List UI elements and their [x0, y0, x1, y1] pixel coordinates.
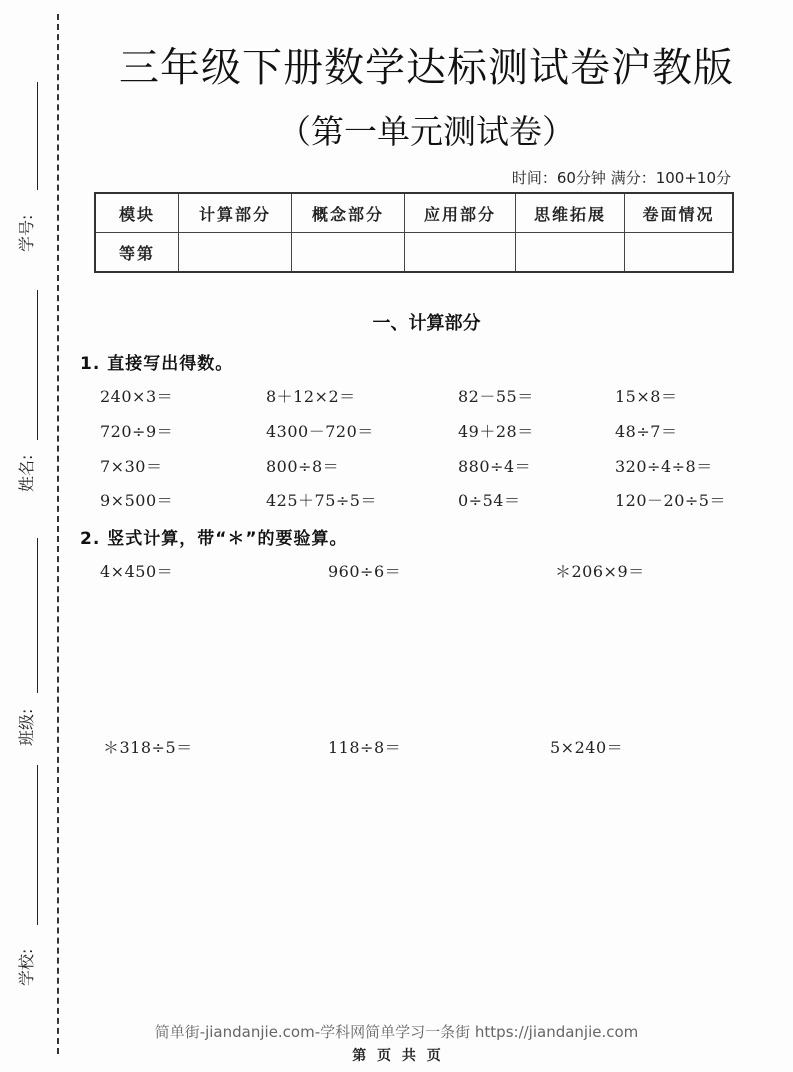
grade-cell-calculation[interactable] [179, 233, 292, 273]
score-table-grade-row [95, 233, 733, 273]
expr-q1-r1-c4: 15×8＝ [615, 387, 678, 406]
question-1-heading: 1. 直接写出得数。 [80, 354, 234, 374]
expr-q1-r1-c2: 8＋12×2＝ [266, 387, 356, 406]
table-header-cell: 卷面情况 [625, 193, 734, 233]
expr-q1-r2-c4: 48÷7＝ [615, 422, 678, 441]
expr-q1-r2-c3: 49＋28＝ [458, 422, 534, 441]
grade-cell-application[interactable] [405, 233, 516, 273]
footer-watermark-site: 简单街-jiandanjie.com-学科网简单学习一条街 https://jiandanjie.com [154, 1023, 639, 1041]
page-title: 三年级下册数学达标测试卷沪教版 [119, 45, 734, 91]
expr-q2-r2-c3: 5×240＝ [550, 738, 624, 757]
expr-q1-r1-c3: 82－55＝ [458, 387, 534, 406]
grade-cell-concept[interactable] [292, 233, 405, 273]
expr-q2-r2-c1: ＊318÷5＝ [103, 738, 193, 757]
table-header-cell: 应用部分 [405, 193, 516, 233]
expr-q2-r1-c3: ＊206×9＝ [555, 562, 645, 581]
expr-q2-r1-c2: 960÷6＝ [328, 562, 402, 581]
score-table-header-row [95, 193, 733, 233]
expr-q1-r3-c1: 7×30＝ [100, 457, 163, 476]
grade-cell-thinking[interactable] [516, 233, 625, 273]
page-subtitle: （第一单元测试卷） [278, 112, 575, 151]
class-blank-line[interactable] [37, 538, 38, 693]
class-label: 班级: [17, 708, 36, 746]
time-score-info: 时间：60分钟 满分：100+10分 [511, 169, 731, 187]
expr-q1-r4-c1: 9×500＝ [100, 491, 174, 510]
expr-q2-r2-c2: 118÷8＝ [328, 738, 402, 757]
name-blank-line[interactable] [37, 290, 38, 440]
expr-q2-r1-c1: 4×450＝ [100, 562, 174, 581]
school-blank-line[interactable] [37, 765, 38, 925]
grade-row-label: 等第 [95, 233, 179, 273]
expr-q1-r4-c3: 0÷54＝ [458, 491, 521, 510]
table-header-cell: 概念部分 [292, 193, 405, 233]
grade-cell-neatness[interactable] [625, 233, 734, 273]
table-header-cell: 计算部分 [179, 193, 292, 233]
cut-line-dashed [57, 14, 59, 1054]
expr-q1-r3-c4: 320÷4÷8＝ [615, 457, 713, 476]
expr-q1-r2-c2: 4300－720＝ [266, 422, 374, 441]
expr-q1-r2-c1: 720÷9＝ [100, 422, 174, 441]
expr-q1-r3-c3: 880÷4＝ [458, 457, 532, 476]
question-2-heading: 2. 竖式计算，带“＊”的要验算。 [80, 529, 348, 549]
expr-q1-r4-c2: 425＋75÷5＝ [266, 491, 377, 510]
student-id-label: 学号: [17, 214, 36, 252]
score-table [94, 192, 734, 273]
table-header-cell: 思维拓展 [516, 193, 625, 233]
student-id-blank-line[interactable] [37, 82, 38, 190]
expr-q1-r4-c4: 120－20÷5＝ [615, 491, 726, 510]
name-label: 姓名: [17, 454, 36, 492]
table-header-cell: 模块 [95, 193, 179, 233]
expr-q1-r3-c2: 800÷8＝ [266, 457, 340, 476]
section-title-calculation: 一、计算部分 [372, 313, 481, 334]
expr-q1-r1-c1: 240×3＝ [100, 387, 174, 406]
school-label: 学校: [17, 948, 36, 986]
footer-page-number: 第 页 共 页 [352, 1048, 441, 1064]
